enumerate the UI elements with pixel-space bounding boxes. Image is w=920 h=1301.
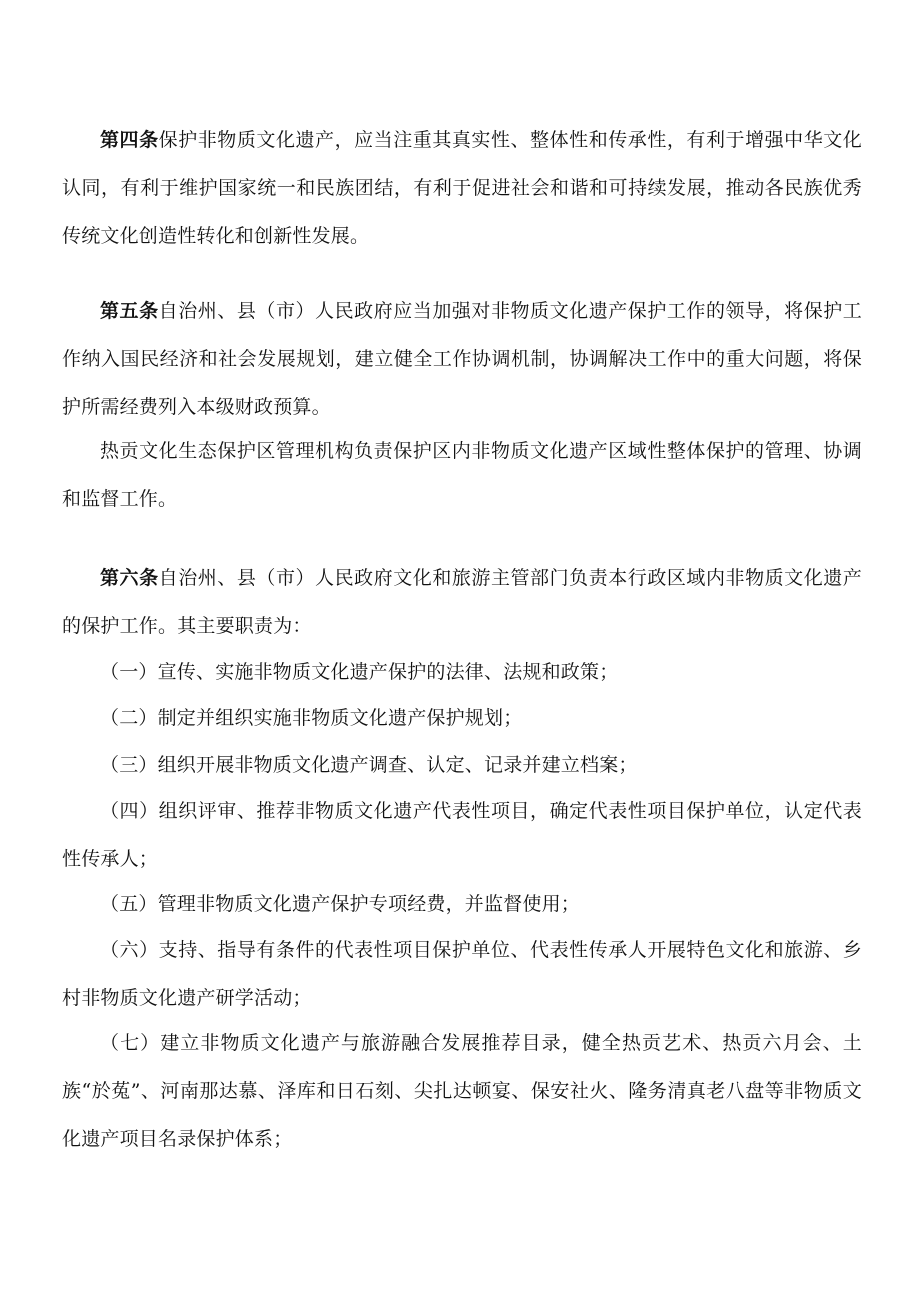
list-item-5: （五）管理非物质文化遗产保护专项经费，并监督使用； (100, 893, 581, 915)
list-item-4: （四）组织评审、推荐非物质文化遗产代表性项目，确定代表性项目保护单位，认定代表性传承人； (62, 800, 862, 870)
article-5-text: 自治州、县（市）人民政府应当加强对非物质文化遗产保护工作的领导，将保护工作纳入国民经济和社会发展规划，建立健全工作协调机制，协调解决工作中的重大问题，将保护所需经费列入本级财政预算。 (62, 300, 863, 418)
list-item-6: （六）支持、指导有条件的代表性项目保护单位、代表性传承人开展特色文化和旅游、乡村非物质文化遗产研学活动； (62, 939, 862, 1009)
list-item-1: （一）宣传、实施非物质文化遗产保护的法律、法规和政策； (100, 661, 619, 683)
article-5 (62, 287, 862, 431)
article-6 (62, 554, 862, 650)
list-item-7: （七）建立非物质文化遗产与旅游融合发展推荐目录，健全热贡艺术、热贡六月会、土族“於菟”、河南那达慕、泽库和日石刻、尖扎达顿宴、保安社火、隆务清真老八盘等非物质文化遗产项目名录保护体系； (62, 1032, 862, 1150)
article-4-label: 第四条 (100, 129, 159, 151)
article-4-text: 保护非物质文化遗产，应当注重其真实性、整体性和传承性，有利于增强中华文化认同，有利于维护国家统一和民族团结，有利于促进社会和谐和可持续发展，推动各民族优秀传统文化创造性转化和创新性发展。 (62, 129, 863, 247)
article-5-extra: 热贡文化生态保护区管理机构负责保护区内非物质文化遗产区域性整体保护的管理、协调和监督工作。 (62, 440, 862, 510)
article-6-text: 自治州、县（市）人民政府文化和旅游主管部门负责本行政区域内非物质文化遗产的保护工作。其主要职责为： (62, 567, 863, 637)
article-4 (62, 116, 862, 260)
list-item-2: （二）制定并组织实施非物质文化遗产保护规划； (100, 707, 523, 729)
article-5-label: 第五条 (100, 300, 159, 322)
list-item-3: （三）组织开展非物质文化遗产调查、认定、记录并建立档案； (100, 754, 638, 776)
article-6-label: 第六条 (100, 567, 159, 589)
